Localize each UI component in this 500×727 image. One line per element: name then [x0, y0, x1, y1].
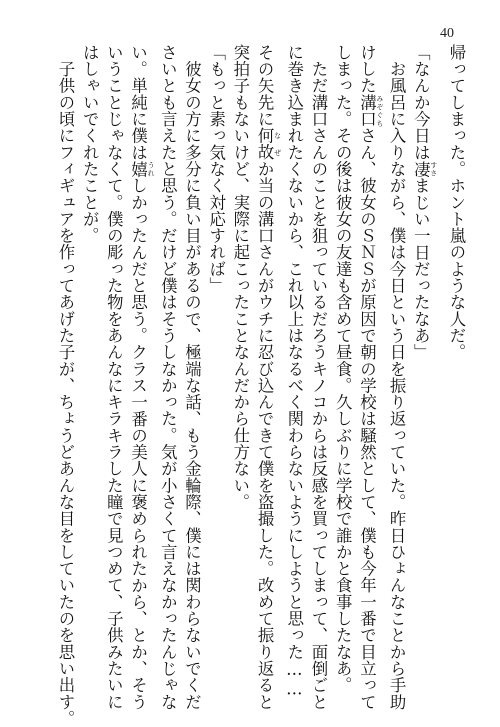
text-line: お風呂に入りながら、僕は今日という日を振り返っていた。昨日ひょんなことから手助 [387, 44, 407, 710]
text-line: に巻き込まれたくないから、これ以上はなるべく関わらないようにしようと思った…… [284, 44, 304, 699]
ruby-annotation: みぞぐち [375, 93, 384, 128]
text-line: その矢先に何故 なぜか当の溝口さんがウチに忍び込んできて僕を盗撮した。改めて振り返ると [255, 44, 282, 711]
text-line: 帰ってしまった。ホント嵐のような人だ。 [447, 44, 466, 361]
text-line: い。単純に僕は嬉 うれしかったんだと思う。クラス一番の美人に褒められたから、とか、そう [128, 44, 156, 711]
text-line: けした溝口 みぞぐちさん、彼女のＳＮＳが原因で朝の学校は騒然として、僕も今年一番で目立って [357, 44, 384, 711]
text-line: 「なんか今日は凄 すさまじい一日だったなあ」 [411, 44, 438, 361]
text-line: 彼女の方に多分に負い目があるので、極端な話、もう金輪際、僕には関わらないでくだ [182, 44, 202, 710]
ruby-annotation: うれ [147, 160, 156, 178]
text-line: いうことじゃなくて。僕の彫った物をあんなにキラキラした瞳で見つめて、子供みたいに [104, 44, 124, 710]
body-text [53, 44, 468, 727]
text-line: 「もっと素っ気なく対応すれば」 [206, 44, 226, 294]
ruby-annotation: なぜ [273, 127, 282, 161]
text-line: 子供の頃にフィギュアを作ってあげた子が、ちょうどあんな目をしていたのを思い出す。 [55, 44, 75, 727]
text-line: さいとも言えたと思う。だけど僕はそうしなかった。気が小さくて言えなかったんじゃな [158, 44, 178, 710]
ruby-annotation: すさ [429, 160, 438, 178]
text-line: ただ溝口さんのことを狙っているだろうキノコからは反感を買ってしまって、面倒ごと [308, 44, 328, 710]
text-line: 突拍子もないけど、実際に起こったことなんだから仕方ない。 [230, 44, 250, 511]
text-line: しまった。その後は彼女の友達も含めて昼食。久しぶりに学校で誰かと食事したなあ。 [333, 44, 353, 694]
text-line: はしゃいでくれたことが。 [80, 44, 100, 244]
page-number: 40 [440, 26, 454, 41]
